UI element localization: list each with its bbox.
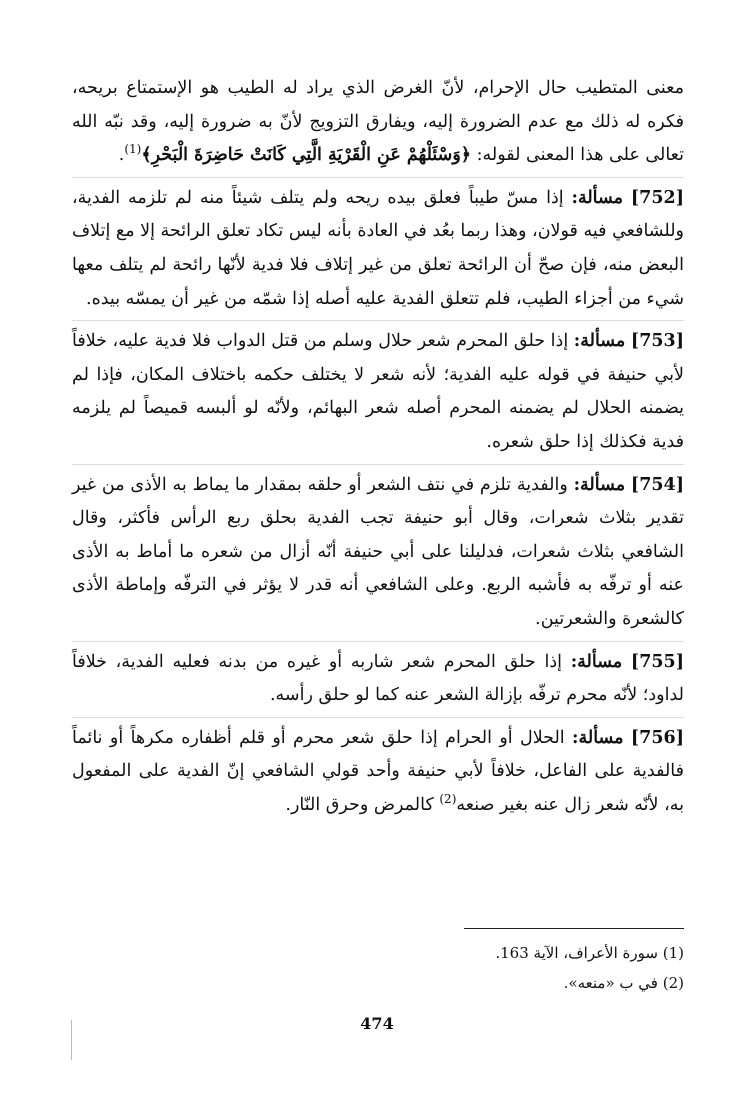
issue-number: [756] (630, 727, 684, 748)
issue-label: مسألة: (573, 474, 626, 495)
paragraph-text: إذا حلق المحرم شعر حلال وسلم من قتل الدواب فلا فدية عليه، خلافاً لأبي حنيفة في قوله عليه الفدية؛ لأنه شعر لا يختلف حكمه باختلاف المكان، فإذا لم يضمنه الحلال لم يضمنه المحرم أصله شعر البهائم، ولأنّه لو ألبسه قميصاً لم يلزمه فدية فكذلك إذا حلق شعره. (72, 331, 684, 452)
paragraph-text: معنى المتطيب حال الإحرام، لأنّ الغرض الذي يراد له الطيب هو الإستمتاع بريحه، فكره له ذلك مع عدم الضرورة إليه، ويفارق التزويج لأنّ به ضرورة إليه، وقد نبّه الله تعالى على هذا المعنى لقوله: (72, 78, 684, 166)
issue-label: مسألة: (572, 727, 624, 748)
issue-label: مسألة: (573, 331, 626, 352)
paragraph-text: إذا حلق المحرم شعر شاربه أو غيره من بدنه فعليه الفدية، خلافاً لداود؛ لأنّه محرم ترفّه بإزالة الشعر عنه كما لو حلق رأسه. (72, 651, 684, 706)
issue-label: مسألة: (571, 187, 623, 208)
issue-paragraph (72, 641, 684, 713)
footnote-text: في ب «منعه». (563, 974, 658, 992)
issue-number: [754] (630, 474, 684, 495)
footnote (72, 938, 684, 968)
footnote-number: (2) (662, 974, 684, 992)
issue-paragraph (72, 320, 684, 459)
footnote (72, 968, 684, 998)
paragraph-continuation (72, 72, 684, 173)
main-text (72, 72, 684, 822)
paragraph-text: الحلال أو الحرام إذا حلق شعر محرم أو قلم أظفاره مكرهاً أو نائماً فالفدية على الفاعل، خلافاً لأبي حنيفة وأحد قولي الشافعي إنّ الفدية على المفعول به، لأنّه شعر زال عنه بغير صنعه (72, 727, 684, 815)
issue-paragraph (72, 464, 684, 637)
issue-number: [752] (630, 187, 684, 208)
footnote-ref[interactable]: (1) (124, 142, 142, 157)
footnote-ref[interactable]: (2) (439, 792, 457, 807)
issue-label: مسألة: (570, 651, 623, 672)
page-number: 474 (360, 1014, 394, 1033)
paragraph-text: . (118, 145, 125, 166)
issue-number: [753] (630, 331, 684, 352)
footnote-divider (464, 928, 684, 929)
paragraph-text: والفدية تلزم في نتف الشعر أو حلقه بمقدار ما يماط به الأذى من غير تقدير بثلاث شعرات، وقال أبو حنيفة تجب الفدية بحلق ربع الرأس فأكثر، وقال الشافعي بثلاث شعرات، فدليلنا على أبي حنيفة أنّه أزال من شعره ما أماط به الأذى عنه أو ترفّه به فأشبه الربع. وعلى الشافعي أنه قدر لا يؤثر في الترفّه وإماطة الأذى كالشعرة والشعرتين. (72, 474, 684, 629)
footnote-text: سورة الأعراف، الآية 163. (495, 944, 658, 962)
quran-verse: ﴿وَسْئَلْهُمْ عَنِ الْقَرْيَةِ الَّتِي كَانَتْ حَاضِرَةَ الْبَحْرِ﴾ (141, 145, 472, 166)
issue-paragraph (72, 717, 684, 823)
issue-number: [755] (630, 651, 684, 672)
issue-paragraph (72, 177, 684, 316)
paragraph-text: إذا مسّ طيباً فعلق بيده ريحه ولم يتلف شيئاً منه لم تلزمه الفدية، وللشافعي فيه قولان، وهذا ربما بعُد في العادة بأنه ليس تكاد تعلق الرائحة إلا مع إتلاف البعض منه، فإن صحّ أن الرائحة تعلق من غير إتلاف فلا فدية لأنّها رائحة لم يتلف معها شيء من أجزاء الطيب، فلم تتعلق الفدية عليه أصله إذا شمّه من غير أن يمسّه بيده. (72, 187, 684, 309)
footnotes (72, 938, 684, 998)
paragraph-text: كالمرض وحرق النّار. (285, 794, 440, 815)
footnote-number: (1) (662, 944, 684, 962)
